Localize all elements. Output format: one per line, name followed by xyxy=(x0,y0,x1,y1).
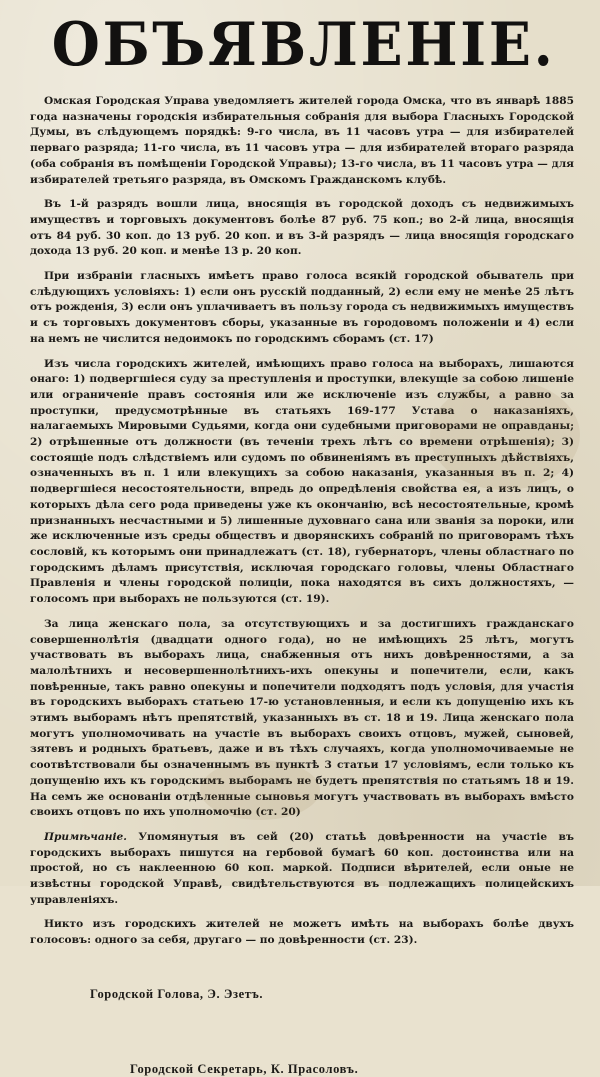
paragraph-disqualifications: Изъ числа городскихъ жителей, имѣющихъ право голоса на выборахъ, лишаются онаго: 1) подвергшіеся суду за преступленія и проступки, влекущіе за собою лишеніе или ограниченіе правъ состоянія или же исключеніе изъ службы, а равно за проступки, предусмотрѣнные въ статьяхъ 169-177 Устава о наказаніяхъ, налагаемыхъ Мировыми Судьями, когда они судебными приговорами не оправданы; 2) отрѣшенные отъ должности (въ теченіи трехъ лѣтъ со времени отрѣшенія); 3) состоящіе подъ слѣдствіемъ или судомъ по обвиненіямъ въ преступныхъ дѣйствіяхъ, означенныхъ въ п. 1 или влекущихъ за собою наказанія, указанныя въ п. 2; 4) подвергшіеся несостоятельности, впредь до опредѣленія свойства ея, а изъ лицъ, о которыхъ дѣла сего рода приведены уже къ окончанію, всѣ несостоятельные, кромѣ признанныхъ несчастными и 5) лишенные духовнаго сана или званія за пороки, или же исключенные изъ среды обществъ и дворянскихъ собраній по приговорамъ тѣхъ сословій, къ которымъ они принадлежатъ (ст. 18), губернаторъ, члены областнаго по городскимъ дѣламъ присутствія, исключая городскаго головы, члены Областнаго Правленія и члены городской полиціи, пока находятся въ сихъ должностяхъ, — голосомъ при выборахъ не пользуются (ст. 19). xyxy=(30,357,574,606)
mayor-signature: Городской Голова, Э. Эзетъ. xyxy=(90,986,264,1001)
poster-title: ОБЪЯВЛЕНІЕ. xyxy=(51,10,556,80)
paragraph-categories: Въ 1-й разрядъ вошли лица, вносящія въ городской доходъ съ недвижимыхъ имуществъ и торговыхъ документовъ болѣе 87 руб. 75 коп.; во 2-й лица, вносящія отъ 84 руб. 30 коп. до 13 руб. 20 коп. и въ 3-й разрядъ — лица вносящія городскаго дохода 13 руб. 20 коп. и менѣе 13 р. 20 коп. xyxy=(30,198,574,258)
note-label: Примѣчаніе. xyxy=(44,830,127,843)
paragraph-final: Никто изъ городскихъ жителей не можетъ имѣть на выборахъ болѣе двухъ голосовъ: одного за себя, другаго — по довѣренности (ст. 23). xyxy=(30,918,574,947)
secretary-signature: Городской Секретарь, К. Прасоловъ. xyxy=(130,1061,359,1076)
note-text: Упомянутыя въ сей (20) статьѣ довѣренности на участіе въ городскихъ выборахъ пишутся на гербовой бумагѣ 60 коп. достоинства или на простой, но съ наклеенною 60 коп. маркой. Подписи вѣрителей, если оные не извѣстны городской Управѣ, свидѣтельствуются въ подлежащихъ полицейскихъ управленіяхъ. xyxy=(30,830,574,906)
paragraph-announcement: Омская Городская Управа уведомляетъ жителей города Омска, что въ январѣ 1885 года назначены городскія избирательныя собранія для выбора Гласныхъ Городской Думы, въ слѣдующемъ порядкѣ: 9-го числа, въ 11 часовъ утра — для избирателей перваго разряда; 11-го числа, въ 11 часовъ утра — для избирателей втораго разряда (оба собранія въ помѣщеніи Городской Управы); 13-го числа, въ 11 часовъ утра — для избирателей третьяго разряда, въ Омскомъ Гражданскомъ клубѣ. xyxy=(30,95,574,186)
paragraph-voting-conditions: При избраніи гласныхъ имѣетъ право голоса всякій городской обыватель при слѣдующихъ условіяхъ: 1) если онъ русскій подданный, 2) если ему не менѣе 25 лѣтъ отъ рожденія, 3) если онъ уплачиваетъ въ пользу города съ недвижимыхъ имуществъ и съ торговыхъ документовъ сборы, указанные въ городовомъ положеніи и 4) если на немъ не числится недоимокъ по городскимъ сборамъ (ст. 17) xyxy=(30,270,574,345)
paragraph-note xyxy=(30,830,574,909)
paragraph-proxies: За лица женскаго пола, за отсутствующихъ и за достигшихъ гражданскаго совершеннолѣтія (двадцати одного года), но не имѣющихъ 25 лѣтъ, могутъ участвовать въ выборахъ лица, снабженныя отъ нихъ довѣренностями, а за малолѣтнихъ и несовершеннолѣтнихъ-ихъ опекуны и попечители, если, какъ повѣренные, такъ равно опекуны и попечители подходятъ подъ условія, для участія въ городскихъ выборахъ статьею 17-ю установленныя, и если къ допущенію ихъ къ этимъ выборамъ нѣтъ препятствій, указанныхъ въ ст. 18 и 19. Лица женскаго пола могутъ уполномочивать на участіе въ выборахъ своихъ отцовъ, мужей, сыновей, зятевъ и родныхъ братьевъ, даже и въ тѣхъ случаяхъ, когда уполномочиваемые не соотвѣтствовали бы означеннымъ въ пунктѣ 3 статьи 17 условіямъ, если только къ допущенію ихъ къ городскимъ выборамъ не будетъ препятствія по статьямъ 18 и 19. На семъ же основаніи отдѣленные сыновья могутъ участвовать въ выборахъ вмѣсто своихъ отцовъ по ихъ уполномочію (ст. 20) xyxy=(30,617,574,819)
